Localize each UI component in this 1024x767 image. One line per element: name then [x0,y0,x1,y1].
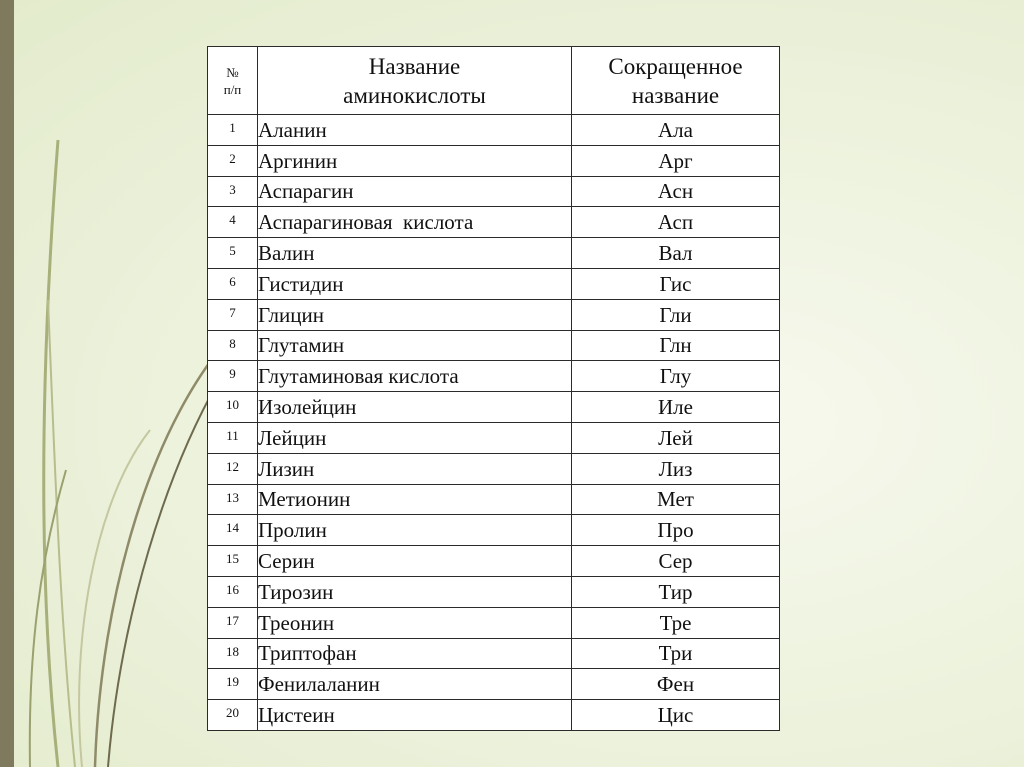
row-number: 4 [208,207,258,238]
amino-acid-abbreviation: Глу [572,361,780,392]
header-number: № п/п [208,47,258,115]
table-row [208,115,780,146]
row-number: 11 [208,422,258,453]
amino-acid-name: Гистидин [258,268,572,299]
amino-acid-name: Аргинин [258,145,572,176]
amino-acid-abbreviation: Асн [572,176,780,207]
amino-acid-abbreviation: Глн [572,330,780,361]
amino-acid-abbreviation: Лей [572,422,780,453]
amino-acid-abbreviation: Сер [572,546,780,577]
amino-acid-abbreviation: Асп [572,207,780,238]
table-row [208,700,780,731]
amino-acid-abbreviation: Про [572,515,780,546]
table-row [208,422,780,453]
left-accent-bar [0,0,14,767]
amino-acid-name: Цистеин [258,700,572,731]
amino-acid-name: Лизин [258,453,572,484]
row-number: 16 [208,576,258,607]
amino-acid-abbreviation: Ала [572,115,780,146]
row-number: 13 [208,484,258,515]
row-number: 8 [208,330,258,361]
amino-acid-name: Изолейцин [258,392,572,423]
amino-acid-abbreviation: Тир [572,576,780,607]
table-row [208,392,780,423]
amino-acid-name: Треонин [258,607,572,638]
table-row [208,638,780,669]
amino-acid-name: Тирозин [258,576,572,607]
row-number: 7 [208,299,258,330]
table-row [208,607,780,638]
table-row [208,299,780,330]
table-row [208,145,780,176]
row-number: 14 [208,515,258,546]
amino-acid-abbreviation: Тре [572,607,780,638]
table-row [208,576,780,607]
grass-stroke-2 [48,300,75,767]
amino-acid-abbreviation: Вал [572,238,780,269]
row-number: 17 [208,607,258,638]
row-number: 18 [208,638,258,669]
amino-acid-abbreviation: Иле [572,392,780,423]
table-row [208,546,780,577]
amino-acid-table [207,46,780,731]
table-row [208,176,780,207]
row-number: 2 [208,145,258,176]
header-amino-acid-name: Название аминокислоты [258,47,572,115]
amino-acid-name: Триптофан [258,638,572,669]
row-number: 19 [208,669,258,700]
table-row [208,330,780,361]
amino-acid-name: Аспарагин [258,176,572,207]
amino-acid-abbreviation: Цис [572,700,780,731]
table-header-row [208,47,780,115]
row-number: 1 [208,115,258,146]
table-row [208,669,780,700]
table-row [208,361,780,392]
amino-acid-name: Валин [258,238,572,269]
row-number: 10 [208,392,258,423]
amino-acid-name: Глицин [258,299,572,330]
amino-acid-name: Аспарагиновая кислота [258,207,572,238]
amino-acid-name: Пролин [258,515,572,546]
row-number: 6 [208,268,258,299]
amino-acid-abbreviation: Фен [572,669,780,700]
grass-stroke-1 [44,140,58,767]
table-row [208,484,780,515]
amino-acid-name: Лейцин [258,422,572,453]
amino-acid-abbreviation: Мет [572,484,780,515]
row-number: 9 [208,361,258,392]
grass-stroke-5 [79,430,150,767]
row-number: 12 [208,453,258,484]
row-number: 15 [208,546,258,577]
row-number: 3 [208,176,258,207]
amino-acid-name: Глутаминовая кислота [258,361,572,392]
amino-acid-name: Метионин [258,484,572,515]
amino-acid-abbreviation: Три [572,638,780,669]
amino-acid-abbreviation: Лиз [572,453,780,484]
table-row [208,515,780,546]
amino-acid-name: Серин [258,546,572,577]
amino-acid-name: Фенилаланин [258,669,572,700]
amino-acid-abbreviation: Гли [572,299,780,330]
table-row [208,453,780,484]
grass-stroke-6 [30,470,66,767]
header-short-name: Сокращенное название [572,47,780,115]
table-row [208,268,780,299]
amino-acid-name: Аланин [258,115,572,146]
table-row [208,207,780,238]
row-number: 20 [208,700,258,731]
row-number: 5 [208,238,258,269]
amino-acid-name: Глутамин [258,330,572,361]
table-row [208,238,780,269]
amino-acid-abbreviation: Гис [572,268,780,299]
amino-acid-abbreviation: Арг [572,145,780,176]
